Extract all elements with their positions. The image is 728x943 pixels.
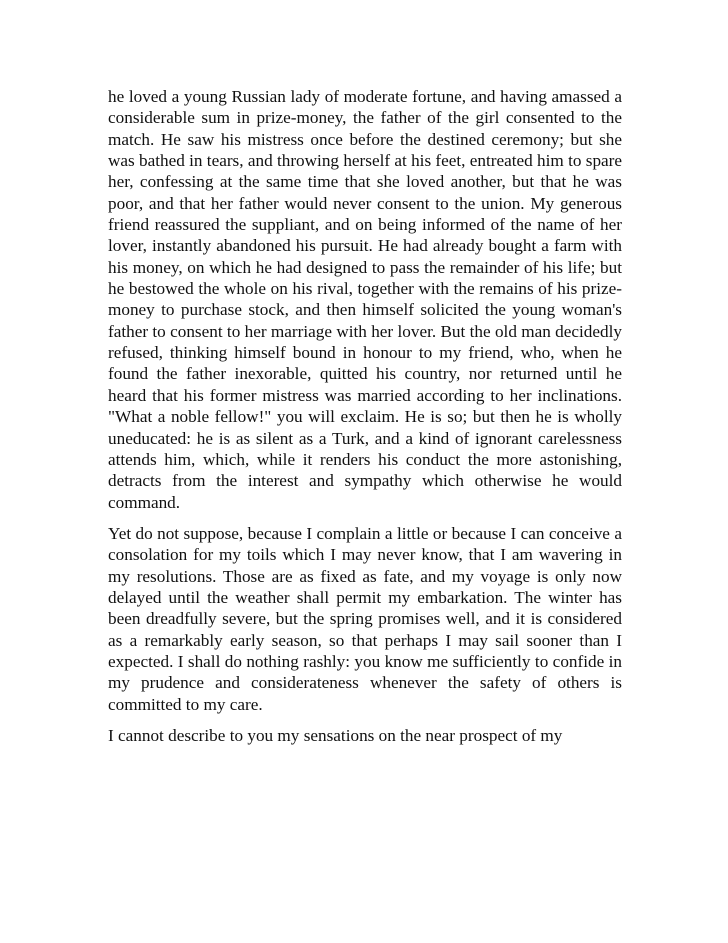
paragraph-3: I cannot describe to you my sensations on the near prospect of my [108, 725, 563, 745]
document-page [108, 86, 622, 756]
paragraph-2: Yet do not suppose, because I complain a little or because I can conceive a consolation for my toils which I may never know, that I am wavering in my resolutions. Those are as fixed as fate, and my voyage is only now delayed until the weather shall permit my embarkation. The winter has been dreadfully severe, but the spring promises well, and it is considered as a remarkably early season, so that perhaps I may sail sooner than I expected. I shall do nothing rashly: you know me sufficiently to confide in my prudence and considerateness whenever the safety of others is committed to my care. [108, 523, 622, 714]
paragraph-1: he loved a young Russian lady of moderate fortune, and having amassed a considerable sum in prize-money, the father of the girl consented to the match. He saw his mistress once before the destined ceremony; but she was bathed in tears, and throwing herself at his feet, entreated him to spare her, confessing at the same time that she loved another, but that he was poor, and that her father would never consent to the union. My generous friend reassured the suppliant, and on being informed of the name of her lover, instantly abandoned his pursuit. He had already bought a farm with his money, on which he had designed to pass the remainder of his life; but he bestowed the whole on his rival, together with the remains of his prize-money to purchase stock, and then himself solicited the young woman's father to consent to her marriage with her lover. But the old man decidedly refused, thinking himself bound in honour to my friend, who, when he found the father inexorable, quitted his country, nor returned until he heard that his former mistress was married according to her inclinations. "What a noble fellow!" you will exclaim. He is so; but then he is wholly uneducated: he is as silent as a Turk, and a kind of ignorant carelessness attends him, which, while it renders his conduct the more astonishing, detracts from the interest and sympathy which otherwise he would command. [108, 87, 623, 512]
